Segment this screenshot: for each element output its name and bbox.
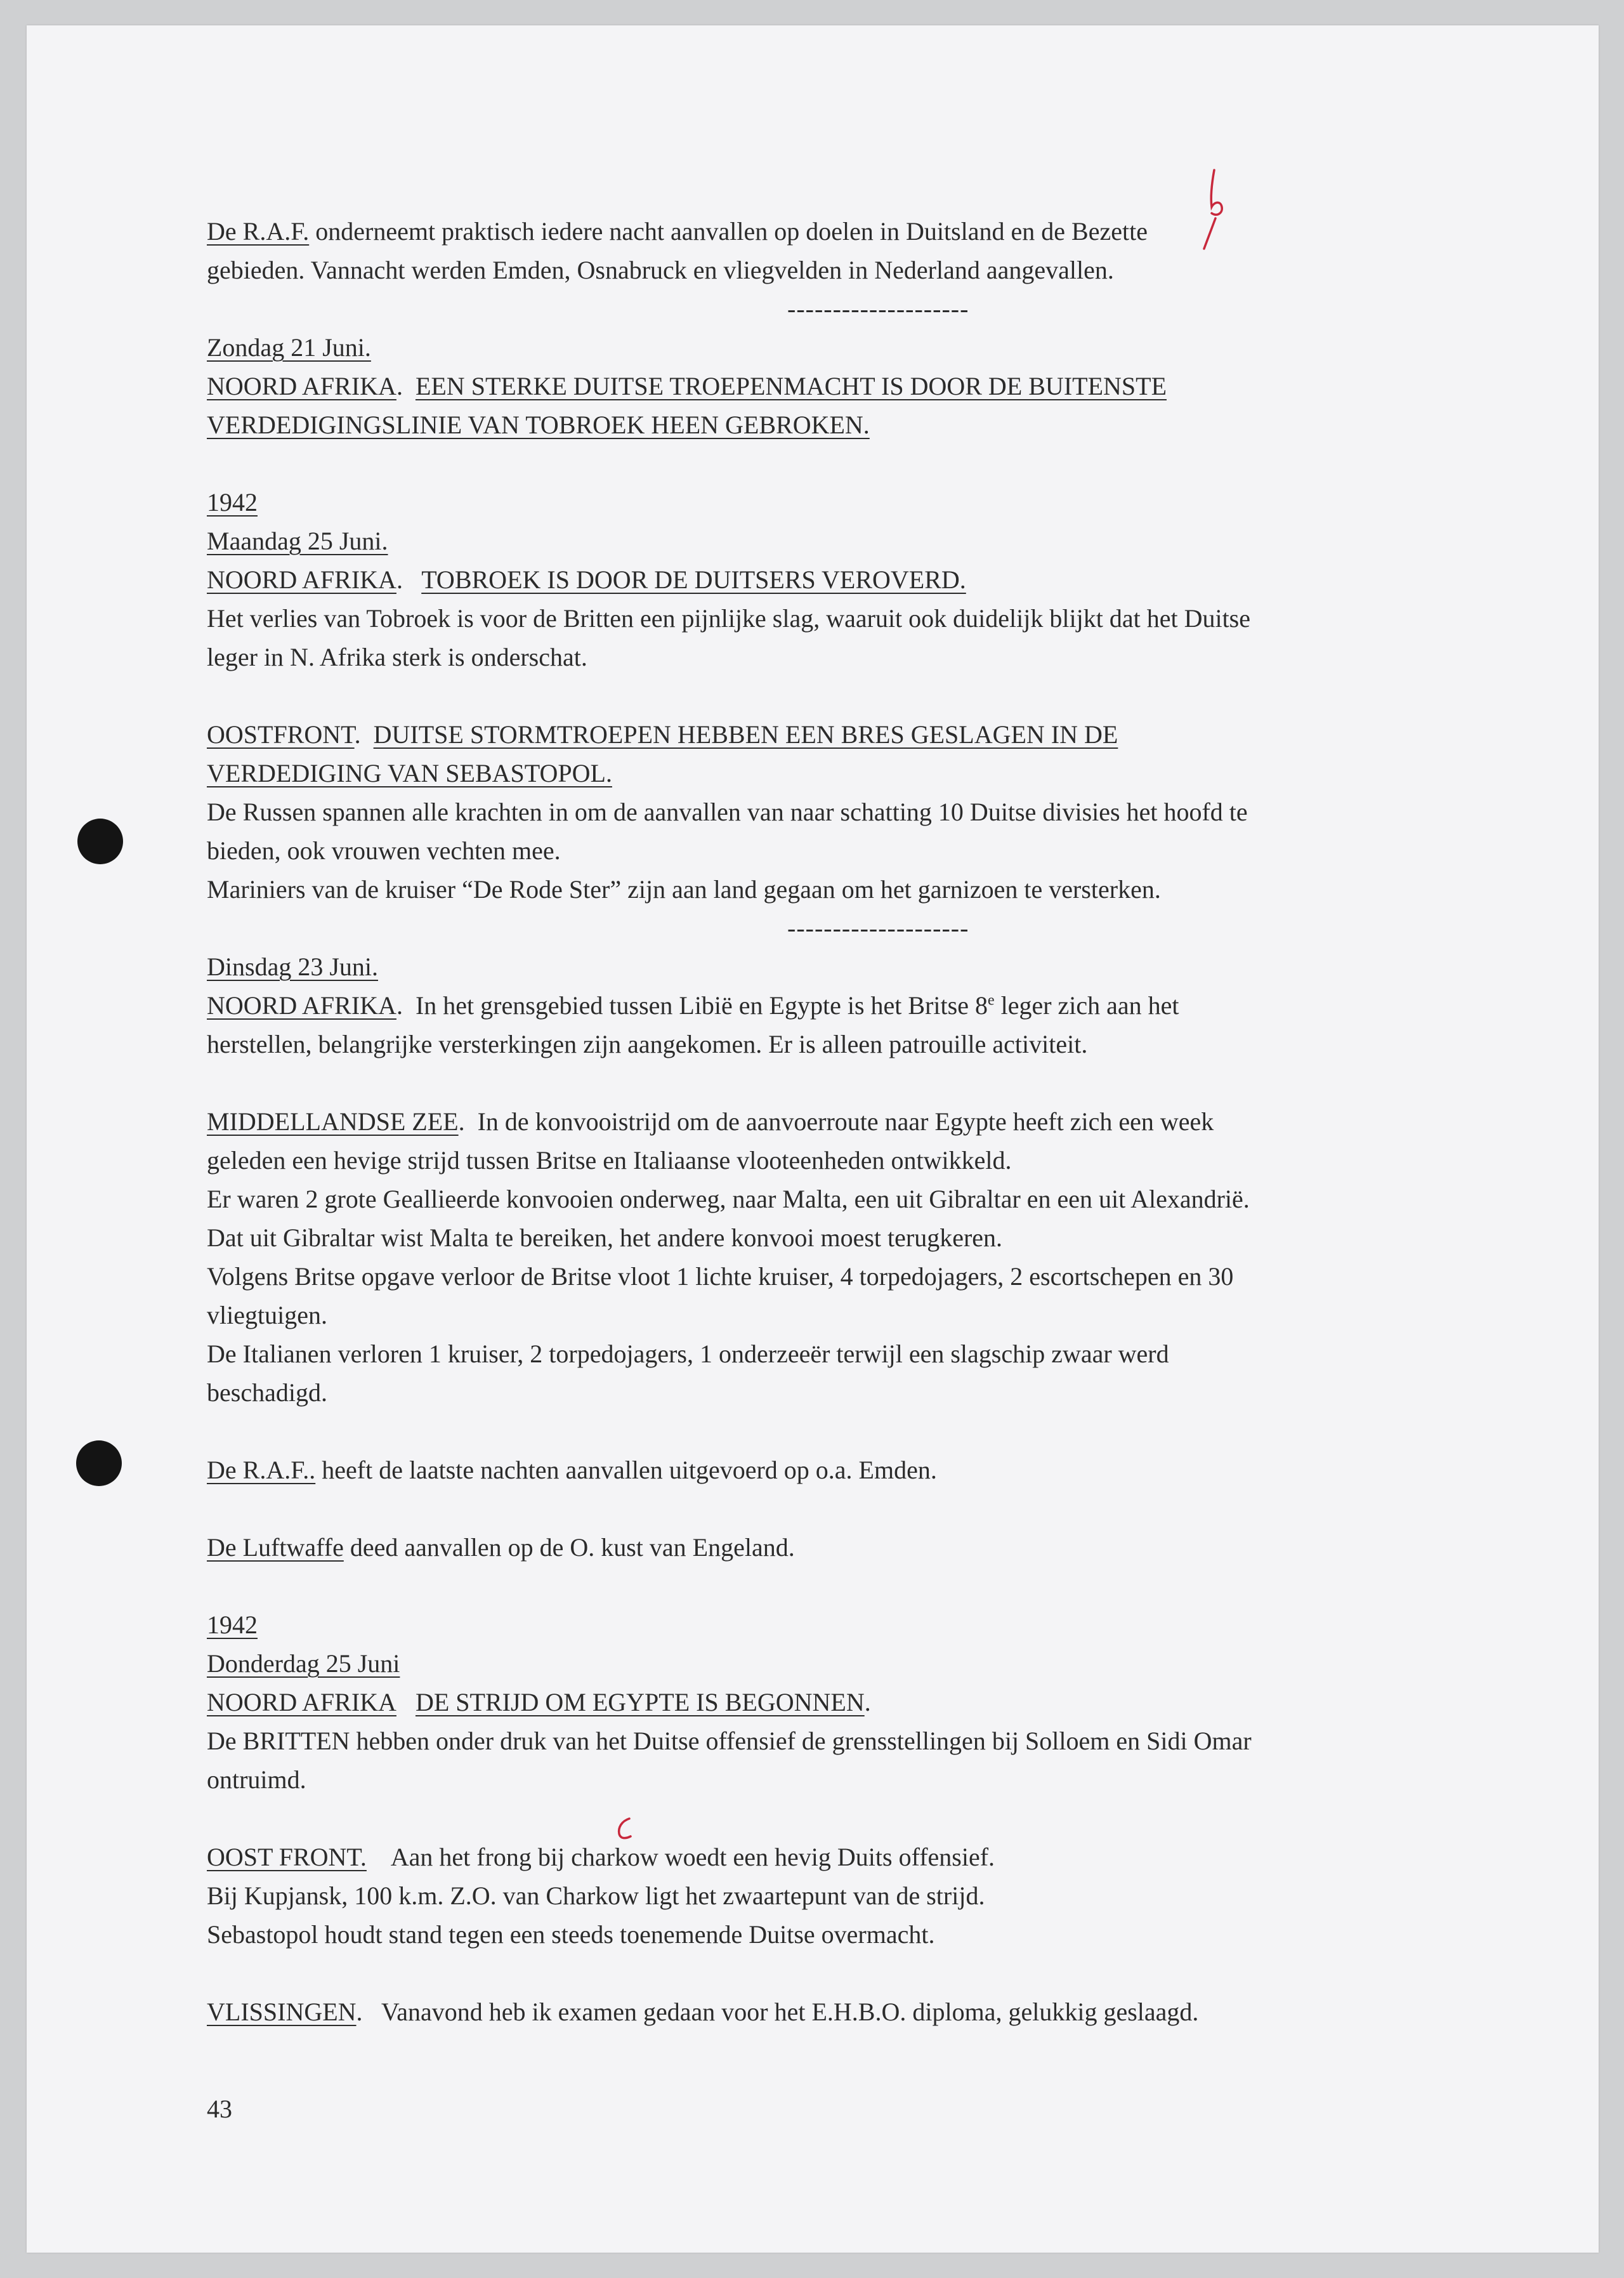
- separator-row-1: [207, 289, 1463, 328]
- middellandse-body-2: geleden een hevige strijd tussen Britse en Italiaanse vlooteenheden ontwikkeld.: [207, 1146, 1012, 1175]
- oostfront-body-1: De Russen spannen alle krachten in om de aanvallen van naar schatting 10 Duitse divisies het hoofd te: [207, 798, 1248, 826]
- middellandse-body-6: vliegtuigen.: [207, 1301, 327, 1329]
- headline-jun21-line1: NOORD AFRIKA. EEN STERKE DUITSE TROEPENMACHT IS DOOR DE BUITENSTE: [207, 372, 1167, 400]
- region-label: VLISSINGEN: [207, 1998, 357, 2026]
- raf-text: onderneemt praktisch iedere nacht aanvallen op doelen in Duitsland en de: [309, 217, 1072, 246]
- body-jun25-a-2: leger in N. Afrika sterk is onderschat.: [207, 643, 587, 671]
- body-jun25-b-1: De BRITTEN hebben onder druk van het Duitse offensief de grensstellingen bij Solloem en Sidi Omar: [207, 1727, 1252, 1755]
- date-jun25-b: Donderdag 25 Juni: [207, 1649, 400, 1678]
- region-label: NOORD AFRIKA: [207, 1688, 396, 1716]
- middellandse-body-5: Volgens Britse opgave verloor de Britse vloot 1 lichte kruiser, 4 torpedojagers, 2 escortschepen en 30: [207, 1262, 1234, 1291]
- region-label: OOSTFRONT: [207, 720, 355, 749]
- body-jun25-b-2: ontruimd.: [207, 1765, 306, 1794]
- date-jun23: Dinsdag 23 Juni.: [207, 952, 378, 981]
- region-label: NOORD AFRIKA: [207, 372, 396, 400]
- oostfront2-body-3: Sebastopol houdt stand tegen een steeds toenemende Duitse overmacht.: [207, 1920, 935, 1949]
- body-jun23-2: herstellen, belangrijke versterkingen zijn aangekomen. Er is alleen patrouille activiteit.: [207, 1030, 1088, 1058]
- date-jun21: Zondag 21 Juni.: [207, 333, 371, 362]
- year-label-2: 1942: [207, 1610, 258, 1639]
- vlissingen-text: Vanavond heb ik examen gedaan voor het E.H.B.O. diploma, gelukkig geslaagd.: [381, 1998, 1199, 2026]
- oostfront-body-2: bieden, ook vrouwen vechten mee.: [207, 836, 561, 865]
- body-text-2: charkow woedt een hevig Duits offensief.: [571, 1843, 995, 1871]
- year-label-1: 1942: [207, 488, 258, 517]
- headline-text: EEN STERKE DUITSE TROEPENMACHT IS DOOR DE BUITENSTE: [415, 372, 1167, 400]
- separator-1: --------------------: [787, 294, 969, 323]
- raf-label: De R.A.F..: [207, 1456, 316, 1484]
- oostfront-headline-2: VERDEDIGING VAN SEBASTOPOL.: [207, 759, 612, 787]
- correction-mark-b-icon: [1186, 165, 1237, 254]
- superscript: e: [987, 992, 995, 1009]
- body-jun23-1: NOORD AFRIKA. In het grensgebied tussen Libië en Egypte is het Britse 8e leger zich aan het: [207, 991, 1179, 1020]
- raf-text-tail: Bezette: [1071, 217, 1148, 246]
- raf-2-line: [207, 1451, 1463, 1489]
- date-jun25-a: Maandag 25 Juni.: [207, 527, 388, 555]
- page-number: 43: [207, 2095, 232, 2123]
- headline-text: TOBROEK IS DOOR DE DUITSERS VEROVERD.: [421, 565, 966, 594]
- luftwaffe-line: [207, 1528, 1463, 1567]
- raf-line-1: [207, 212, 1463, 251]
- middellandse-body-8: beschadigd.: [207, 1378, 327, 1407]
- raf-line-2: gebieden. Vannacht werden Emden, Osnabruck en vliegvelden in Nederland aangevallen.: [207, 256, 1114, 284]
- raf-label: De R.A.F.: [207, 217, 310, 246]
- headline-tail: .: [864, 1688, 871, 1716]
- body-text-2: leger zich aan het: [994, 991, 1179, 1020]
- region-label: NOORD AFRIKA: [207, 991, 396, 1020]
- luftwaffe-label: De Luftwaffe: [207, 1533, 344, 1562]
- oostfront-headline-1: OOSTFRONT. DUITSE STORMTROEPEN HEBBEN EEN BRES GESLAGEN IN DE: [207, 720, 1118, 749]
- body-text: In het grensgebied tussen Libië en Egypte is het Britse 8: [415, 991, 988, 1020]
- luftwaffe-text: deed aanvallen op de O. kust van Engeland.: [343, 1533, 795, 1562]
- headline-text: DUITSE STORMTROEPEN HEBBEN EEN BRES GESLAGEN IN DE: [373, 720, 1118, 749]
- middellandse-body-4: Dat uit Gibraltar wist Malta te bereiken, het andere konvooi moest terugkeren.: [207, 1223, 1003, 1252]
- correction-mark-c-icon: [610, 1812, 636, 1850]
- headline-jun25-a: NOORD AFRIKA. TOBROEK IS DOOR DE DUITSERS VEROVERD.: [207, 565, 966, 594]
- oostfront2-body-1: [207, 1838, 1463, 1876]
- separator-2: --------------------: [787, 914, 969, 942]
- headline-jun21-line2: VERDEDIGINGSLINIE VAN TOBROEK HEEN GEBROKEN.: [207, 411, 870, 439]
- document-body: [207, 212, 1463, 2031]
- region-label: NOORD AFRIKA: [207, 565, 396, 594]
- middellandse-body-7: De Italianen verloren 1 kruiser, 2 torpedojagers, 1 onderzeeër terwijl een slagschip zwaar werd: [207, 1340, 1169, 1368]
- headline-text: DE STRIJD OM EGYPTE IS BEGONNEN: [415, 1688, 865, 1716]
- body-text: Aan het frong bij: [390, 1843, 572, 1871]
- oostfront2-body-2: Bij Kupjansk, 100 k.m. Z.O. van Charkow ligt het zwaartepunt van de strijd.: [207, 1881, 985, 1910]
- body-jun25-a-1: Het verlies van Tobroek is voor de Britten een pijnlijke slag, waaruit ook duidelijk blijkt dat het Duitse: [207, 604, 1250, 633]
- region-label: OOST FRONT.: [207, 1843, 367, 1871]
- middellandse-body-3: Er waren 2 grote Geallieerde konvooien onderweg, naar Malta, een uit Gibraltar en een uit Alexandrië.: [207, 1185, 1250, 1213]
- raf-text: heeft de laatste nachten aanvallen uitgevoerd op o.a. Emden.: [315, 1456, 937, 1484]
- oostfront-body-3: Mariniers van de kruiser “De Rode Ster” zijn aan land gegaan om het garnizoen te versterken.: [207, 875, 1161, 904]
- separator-row-2: [207, 909, 1463, 947]
- punch-hole-top: [77, 819, 123, 864]
- vlissingen-line: VLISSINGEN. Vanavond heb ik examen gedaan voor het E.H.B.O. diploma, gelukkig geslaagd.: [207, 1998, 1199, 2026]
- punch-hole-bottom: [76, 1440, 122, 1486]
- body-text: In de konvooistrijd om de aanvoerroute naar Egypte heeft zich een week: [477, 1107, 1214, 1136]
- region-label: MIDDELLANDSE ZEE: [207, 1107, 459, 1136]
- middellandse-body-1: MIDDELLANDSE ZEE. In de konvooistrijd om de aanvoerroute naar Egypte heeft zich een week: [207, 1107, 1214, 1136]
- headline-jun25-b: [207, 1683, 1463, 1722]
